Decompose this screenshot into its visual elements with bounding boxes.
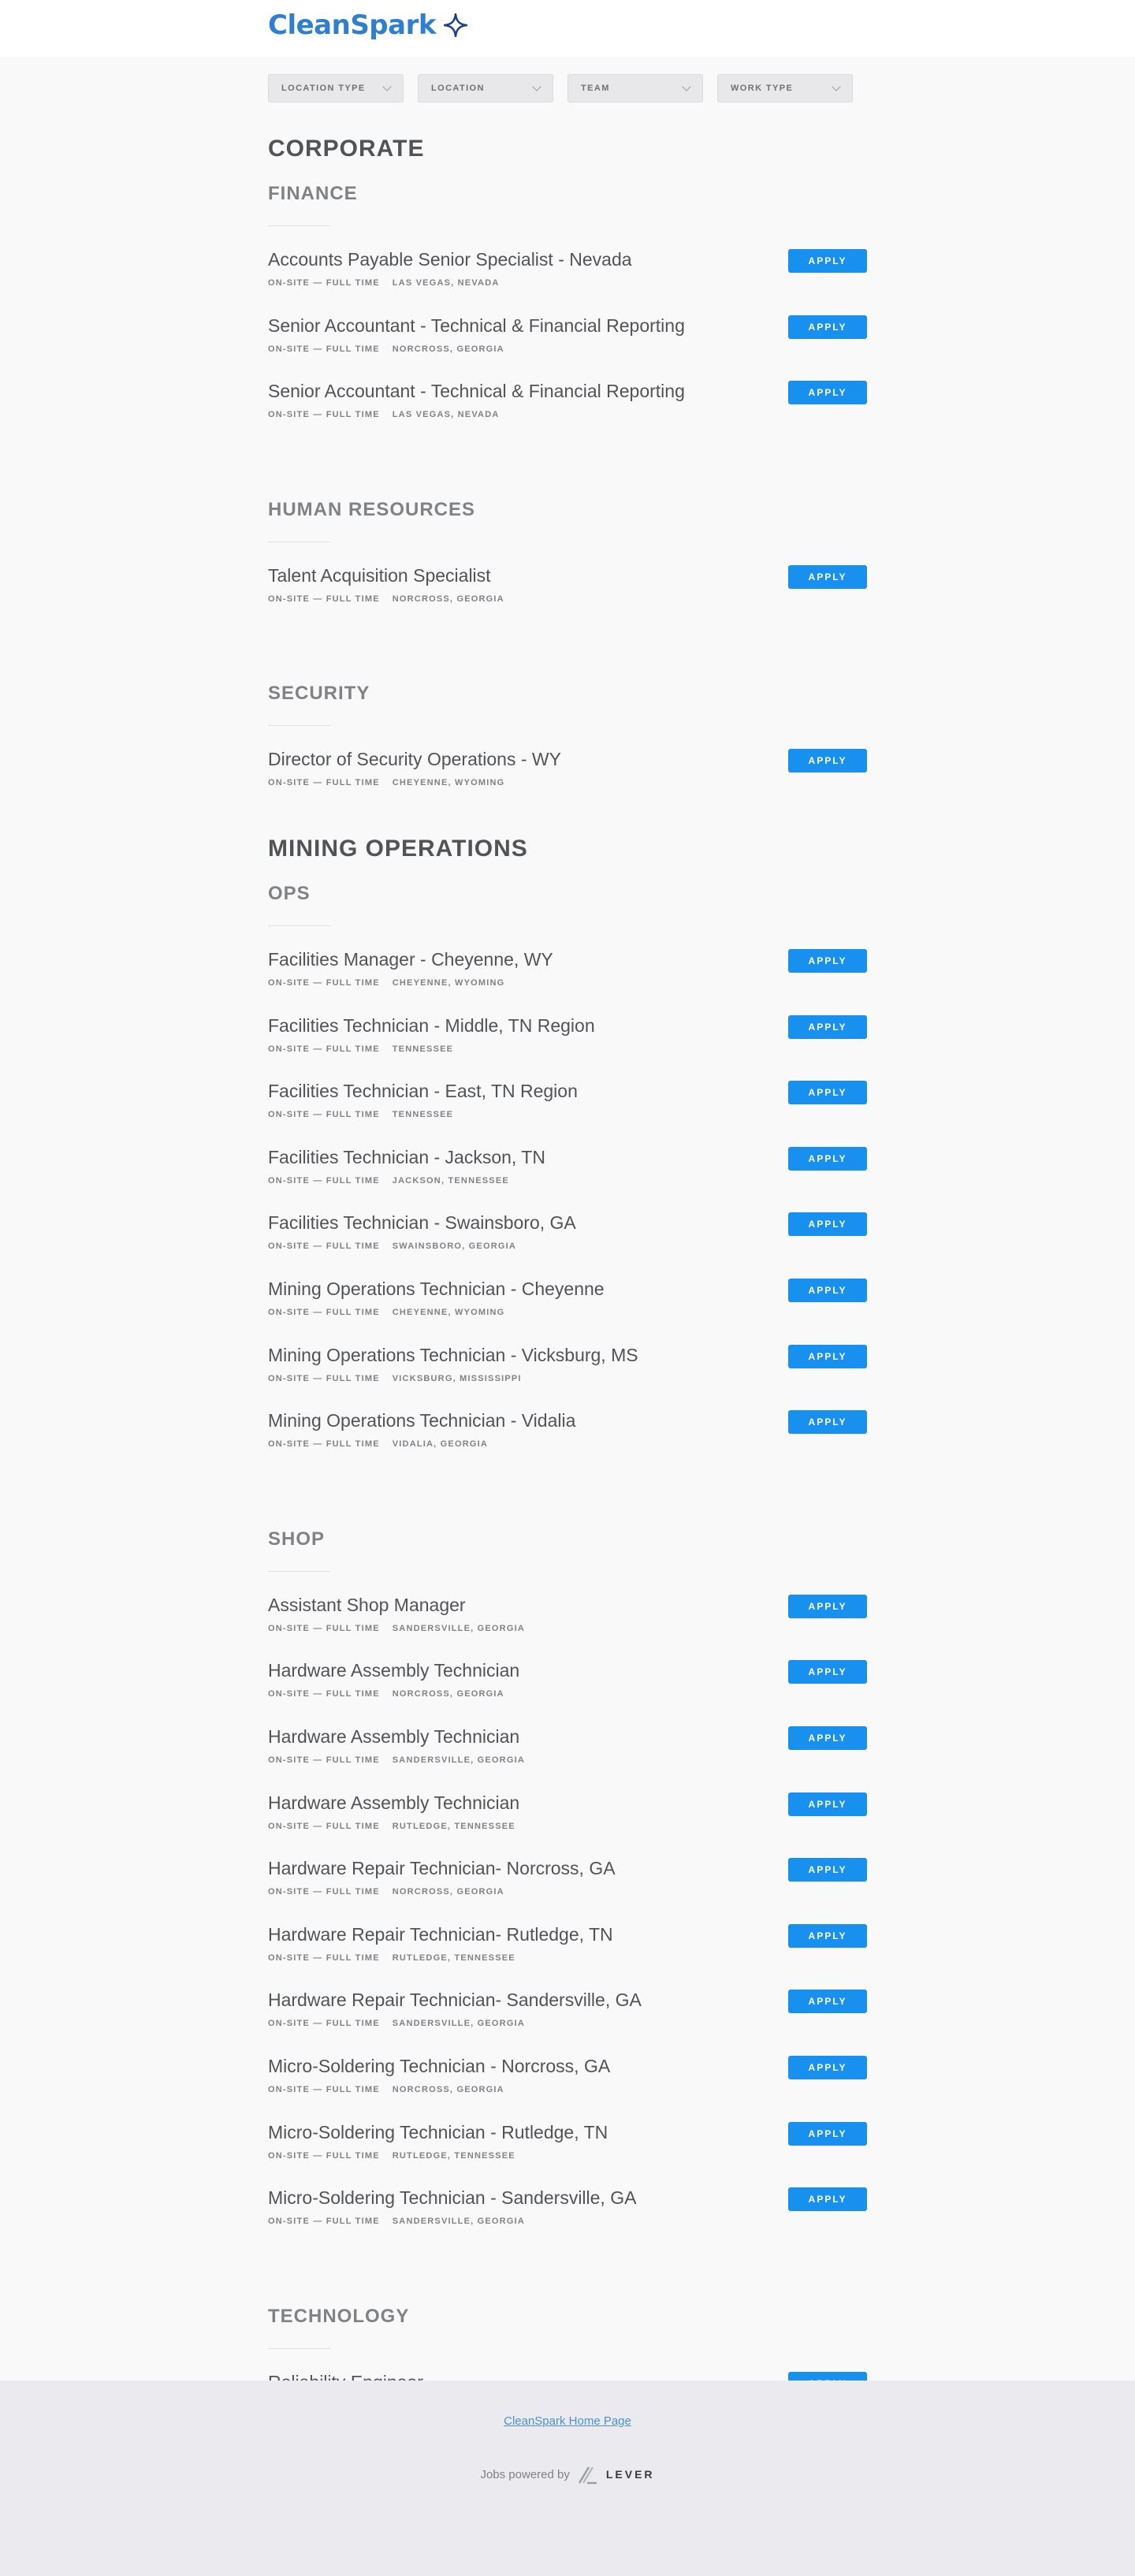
work-type: ON-SITE — FULL TIME <box>268 1044 380 1054</box>
posting-location: NORCROSS, GEORGIA <box>392 594 504 604</box>
posting-meta <box>268 1176 509 1186</box>
filter-bar <box>268 74 853 102</box>
team-title-security: SECURITY <box>268 683 370 705</box>
filter-label: TEAM <box>581 84 610 93</box>
team-divider <box>268 925 331 926</box>
posting-location: NORCROSS, GEORGIA <box>392 2085 504 2094</box>
apply-button[interactable]: APPLY <box>788 1081 867 1104</box>
job-posting <box>268 2056 867 2111</box>
job-posting <box>268 1924 867 1979</box>
work-type: ON-SITE — FULL TIME <box>268 1439 380 1450</box>
team-title-finance: FINANCE <box>268 183 358 204</box>
filter-label: LOCATION TYPE <box>281 84 366 93</box>
posting-location: RUTLEDGE, TENNESSEE <box>392 2150 515 2161</box>
cleanspark-logo[interactable] <box>268 9 467 41</box>
posting-meta <box>268 1887 504 1897</box>
job-posting <box>268 1660 867 1715</box>
apply-button[interactable]: APPLY <box>788 2122 867 2146</box>
cleanspark-home-link[interactable]: CleanSpark Home Page <box>504 2414 631 2428</box>
job-posting <box>268 1081 867 1136</box>
job-posting <box>268 315 867 370</box>
posting-meta <box>268 1822 515 1831</box>
posting-title[interactable]: Accounts Payable Senior Specialist - Nevada <box>268 249 632 270</box>
filter-label: LOCATION <box>431 84 485 93</box>
group-title-mining-operations: MINING OPERATIONS <box>268 836 528 862</box>
job-posting <box>268 1726 867 1781</box>
lever-logo-icon[interactable] <box>578 2464 598 2485</box>
posting-meta <box>268 2151 515 2161</box>
posting-location: CHEYENNE, WYOMING <box>392 1308 505 1317</box>
posting-title[interactable]: Director of Security Operations - WY <box>268 749 561 770</box>
job-posting <box>268 2187 867 2243</box>
job-posting <box>268 249 867 304</box>
posting-meta <box>268 594 504 604</box>
chevron-down-icon <box>382 82 391 91</box>
posting-meta <box>268 1110 453 1119</box>
work-type: ON-SITE — FULL TIME <box>268 1110 380 1120</box>
posting-meta <box>268 1241 516 1251</box>
posting-title[interactable]: Hardware Assembly Technician <box>268 1660 520 1681</box>
team-divider <box>268 1571 331 1572</box>
apply-button[interactable]: APPLY <box>788 949 867 973</box>
filter-work-type[interactable] <box>717 74 853 102</box>
work-type: ON-SITE — FULL TIME <box>268 1373 380 1383</box>
powered-by <box>0 2464 1135 2485</box>
page-header <box>0 0 1135 57</box>
work-type: ON-SITE — FULL TIME <box>268 594 380 604</box>
posting-location: JACKSON, TENNESSEE <box>392 1175 509 1186</box>
posting-title[interactable]: Mining Operations Technician - Cheyenne <box>268 1279 605 1299</box>
work-type: ON-SITE — FULL TIME <box>268 344 380 354</box>
job-posting <box>268 1279 867 1334</box>
team-title-shop: SHOP <box>268 1528 326 1550</box>
work-type: ON-SITE — FULL TIME <box>268 1689 380 1699</box>
posting-title[interactable]: Hardware Repair Technician- Sandersville, GA <box>268 1990 642 2011</box>
posting-title[interactable]: Facilities Technician - Jackson, TN <box>268 1146 545 1167</box>
posting-meta <box>268 344 504 354</box>
posting-title[interactable]: Hardware Assembly Technician <box>268 1792 520 1813</box>
posting-title[interactable]: Mining Operations Technician - Vicksburg, MS <box>268 1344 638 1365</box>
job-posting <box>268 1595 867 1650</box>
posting-location: RUTLEDGE, TENNESSEE <box>392 1821 515 1831</box>
posting-title[interactable]: Mining Operations Technician - Vidalia <box>268 1410 576 1431</box>
posting-location: NORCROSS, GEORGIA <box>392 344 504 354</box>
posting-title[interactable]: Hardware Repair Technician- Rutledge, TN <box>268 1923 613 1945</box>
work-type: ON-SITE — FULL TIME <box>268 2019 380 2029</box>
home-link-wrap <box>0 2414 1135 2428</box>
work-type: ON-SITE — FULL TIME <box>268 410 380 420</box>
team-divider <box>268 225 331 226</box>
team-title-ops: OPS <box>268 883 311 904</box>
posting-location: LAS VEGAS, NEVADA <box>392 278 500 288</box>
posting-location: CHEYENNE, WYOMING <box>392 778 505 788</box>
posting-meta <box>268 1439 488 1449</box>
apply-button[interactable]: APPLY <box>788 1924 867 1948</box>
posting-title[interactable]: Facilities Technician - East, TN Region <box>268 1081 578 1102</box>
job-posting <box>268 565 867 620</box>
job-posting <box>268 1792 867 1848</box>
posting-title[interactable]: Senior Accountant - Technical & Financial Reporting <box>268 381 685 402</box>
work-type: ON-SITE — FULL TIME <box>268 1241 380 1252</box>
work-type: ON-SITE — FULL TIME <box>268 2217 380 2227</box>
apply-button[interactable]: APPLY <box>788 1990 867 2013</box>
work-type: ON-SITE — FULL TIME <box>268 1175 380 1186</box>
posting-title[interactable]: Talent Acquisition Specialist <box>268 564 491 586</box>
work-type: ON-SITE — FULL TIME <box>268 1821 380 1831</box>
job-posting <box>268 1345 867 1400</box>
posting-location: VICKSBURG, MISSISSIPPI <box>392 1373 522 1383</box>
apply-button[interactable]: APPLY <box>788 1660 867 1684</box>
lever-text[interactable]: LEVER <box>605 2468 655 2481</box>
posting-title[interactable]: Micro-Soldering Technician - Sandersville, GA <box>268 2187 637 2209</box>
apply-button[interactable]: APPLY <box>788 2056 867 2079</box>
star-icon <box>444 13 467 37</box>
posting-location: NORCROSS, GEORGIA <box>392 1689 504 1699</box>
job-posting <box>268 1410 867 1465</box>
page-footer <box>0 2381 1135 2576</box>
team-divider <box>268 725 331 726</box>
group-title-corporate: CORPORATE <box>268 136 425 162</box>
posting-location: SWAINSBORO, GEORGIA <box>392 1241 517 1252</box>
apply-button[interactable]: APPLY <box>788 565 867 589</box>
posting-location: SANDERSVILLE, GEORGIA <box>392 1755 525 1765</box>
posting-meta <box>268 1044 453 1054</box>
job-posting <box>268 1147 867 1202</box>
work-type: ON-SITE — FULL TIME <box>268 1308 380 1317</box>
job-posting <box>268 1990 867 2045</box>
team-title-technology: TECHNOLOGY <box>268 2305 410 2327</box>
posting-location: SANDERSVILLE, GEORGIA <box>392 1623 525 1633</box>
posting-location: TENNESSEE <box>392 1044 454 1054</box>
posting-location: SANDERSVILLE, GEORGIA <box>392 2217 525 2227</box>
posting-title[interactable]: Hardware Repair Technician- Norcross, GA <box>268 1858 616 1879</box>
chevron-down-icon <box>532 82 541 91</box>
filter-team[interactable] <box>568 74 703 102</box>
posting-meta <box>268 1755 525 1765</box>
posting-meta <box>268 978 504 988</box>
team-title-human-resources: HUMAN RESOURCES <box>268 498 476 520</box>
apply-button[interactable]: APPLY <box>788 1726 867 1750</box>
filter-location-type[interactable] <box>268 74 404 102</box>
filter-label: WORK TYPE <box>731 84 794 93</box>
posting-title[interactable]: Facilities Technician - Swainsboro, GA <box>268 1212 576 1234</box>
apply-button[interactable]: APPLY <box>788 1147 867 1171</box>
apply-button[interactable]: APPLY <box>788 1279 867 1302</box>
apply-button[interactable]: APPLY <box>788 1410 867 1434</box>
posting-meta <box>268 410 499 419</box>
posting-location: RUTLEDGE, TENNESSEE <box>392 1952 515 1963</box>
chevron-down-icon <box>682 82 690 91</box>
postings-content <box>0 57 1135 2381</box>
apply-button[interactable]: APPLY <box>788 749 867 772</box>
posting-location: NORCROSS, GEORGIA <box>392 1887 504 1897</box>
job-posting <box>268 1858 867 1913</box>
team-divider <box>268 2348 331 2349</box>
posting-meta <box>268 1624 525 1633</box>
posting-title[interactable]: Assistant Shop Manager <box>268 1594 466 1615</box>
posting-location: VIDALIA, GEORGIA <box>392 1439 489 1450</box>
job-posting <box>268 749 867 804</box>
apply-button[interactable]: APPLY <box>788 249 867 273</box>
work-type: ON-SITE — FULL TIME <box>268 278 380 288</box>
job-posting <box>268 1015 867 1070</box>
posting-location: SANDERSVILLE, GEORGIA <box>392 2019 525 2029</box>
apply-button[interactable]: APPLY <box>788 1792 867 1816</box>
posting-meta <box>268 2019 525 2028</box>
posting-title[interactable]: Facilities Technician - Middle, TN Region <box>268 1014 595 1036</box>
apply-button[interactable]: APPLY <box>788 1015 867 1039</box>
work-type: ON-SITE — FULL TIME <box>268 2150 380 2161</box>
apply-button[interactable]: APPLY <box>788 1345 867 1368</box>
posting-title[interactable]: Micro-Soldering Technician - Rutledge, TN <box>268 2121 608 2142</box>
work-type: ON-SITE — FULL TIME <box>268 1952 380 1963</box>
apply-button[interactable]: APPLY <box>788 1212 867 1236</box>
apply-button[interactable]: APPLY <box>788 1595 867 1618</box>
job-posting <box>268 1212 867 1268</box>
work-type: ON-SITE — FULL TIME <box>268 778 380 788</box>
work-type: ON-SITE — FULL TIME <box>268 1623 380 1633</box>
posting-title[interactable]: Facilities Manager - Cheyenne, WY <box>268 949 553 970</box>
job-posting <box>268 2122 867 2177</box>
posting-location: TENNESSEE <box>392 1110 454 1120</box>
posting-meta <box>268 1308 504 1317</box>
posting-meta <box>268 278 499 288</box>
posting-meta <box>268 1374 522 1383</box>
posting-location: LAS VEGAS, NEVADA <box>392 410 500 420</box>
apply-button[interactable]: APPLY <box>788 2187 867 2211</box>
posting-meta <box>268 2217 525 2226</box>
posting-title[interactable]: Senior Accountant - Technical & Financial Reporting <box>268 315 685 336</box>
powered-by-text: Jobs powered by <box>480 2467 570 2481</box>
apply-button[interactable]: APPLY <box>788 1858 867 1882</box>
posting-meta <box>268 778 504 787</box>
work-type: ON-SITE — FULL TIME <box>268 2085 380 2094</box>
posting-meta <box>268 1953 515 1963</box>
chevron-down-icon <box>832 82 840 91</box>
apply-button[interactable]: APPLY <box>788 381 867 404</box>
posting-location: CHEYENNE, WYOMING <box>392 978 505 988</box>
work-type: ON-SITE — FULL TIME <box>268 1755 380 1765</box>
work-type: ON-SITE — FULL TIME <box>268 978 380 988</box>
job-posting <box>268 381 867 436</box>
posting-title[interactable]: Micro-Soldering Technician - Norcross, GA <box>268 2056 611 2076</box>
posting-meta <box>268 2085 504 2094</box>
filter-location[interactable] <box>418 74 553 102</box>
apply-button[interactable]: APPLY <box>788 315 867 339</box>
job-posting <box>268 949 867 1004</box>
posting-meta <box>268 1689 504 1699</box>
work-type: ON-SITE — FULL TIME <box>268 1887 380 1897</box>
posting-title[interactable]: Hardware Assembly Technician <box>268 1726 520 1747</box>
logo-text: CleanSpark <box>268 9 436 41</box>
